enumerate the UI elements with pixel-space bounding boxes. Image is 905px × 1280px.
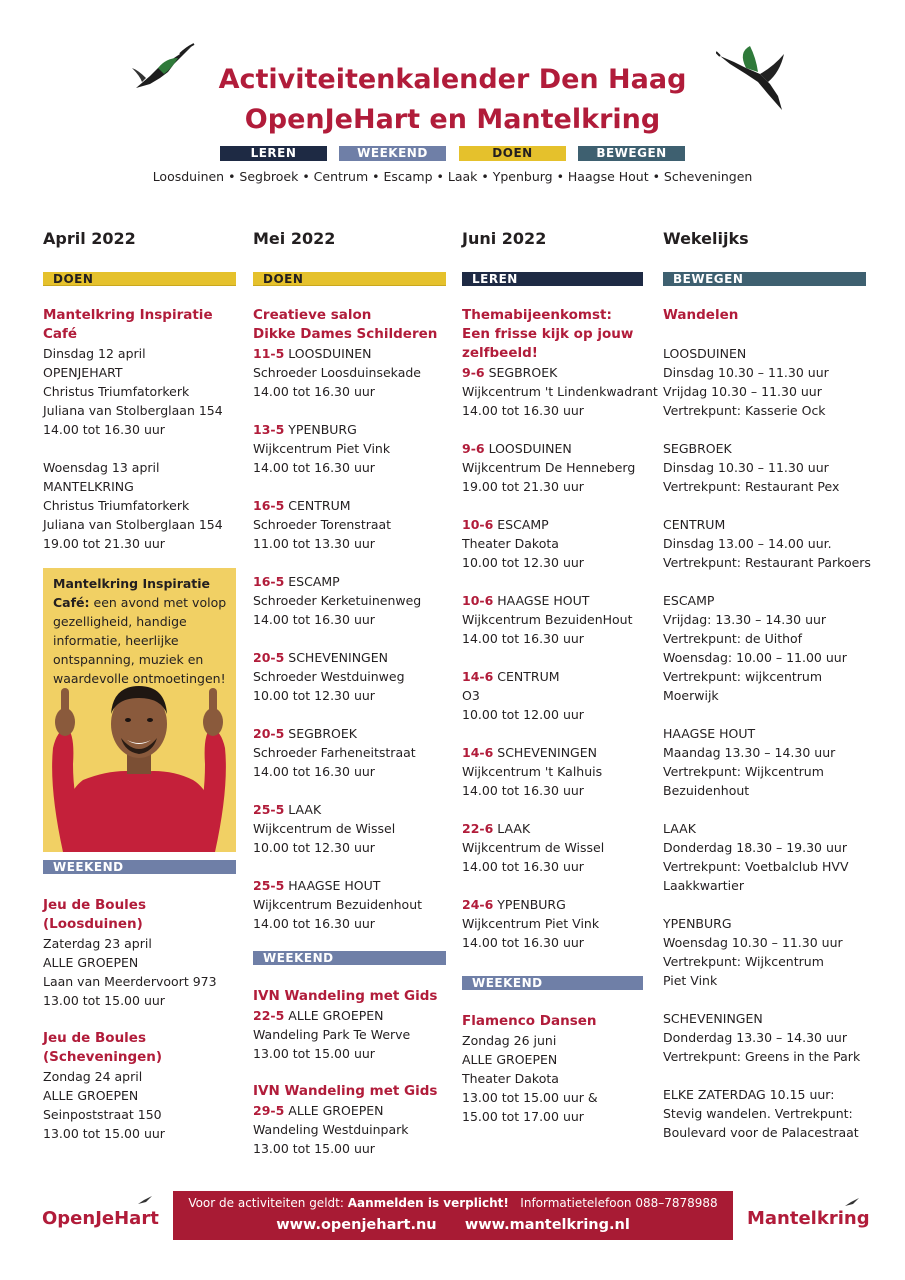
legend-bewegen: BEWEGEN — [578, 146, 685, 161]
activity-title: IVN Wandeling met Gids — [253, 988, 438, 1004]
activity-title: Flamenco Dansen — [462, 1013, 597, 1029]
link-openjehart[interactable]: www.openjehart.nu — [276, 1217, 437, 1233]
event-time: 14.00 tot 16.30 uur — [253, 384, 375, 399]
activity-title: Een frisse kijk op jouw — [462, 326, 634, 342]
event-location: Schroeder Kerketuinenweg — [253, 593, 422, 608]
event-place: SCHEVENINGEN — [288, 650, 388, 665]
event-date: 16-5 — [253, 498, 285, 513]
footer-phone: Informatietelefoon 088–7878988 — [508, 1196, 718, 1210]
legend-doen: DOEN — [459, 146, 566, 161]
activity-title: IVN Wandeling met Gids — [253, 1083, 438, 1099]
event-line: Theater Dakota — [462, 1071, 559, 1086]
month-heading: Wekelijks — [663, 229, 749, 248]
month-heading: Juni 2022 — [462, 229, 547, 248]
event-line — [462, 743, 667, 762]
walk-line: LOOSDUINEN — [663, 346, 747, 361]
month-heading: Mei 2022 — [253, 229, 336, 248]
event-date: 9-6 — [462, 441, 485, 456]
event-line: Dinsdag 12 april — [43, 346, 146, 361]
event-time: 14.00 tot 16.30 uur — [462, 783, 584, 798]
event-place: ESCAMP — [288, 574, 340, 589]
walk-line: Boulevard voor de Palacestraat — [663, 1125, 859, 1140]
legend-leren: LEREN — [220, 146, 327, 161]
event-line: 14.00 tot 16.30 uur — [43, 422, 165, 437]
walk-line: Laakkwartier — [663, 878, 744, 893]
event-location: Wijkcentrum De Henneberg — [462, 460, 636, 475]
event-place: SEGBROEK — [488, 365, 558, 380]
event-location: Wijkcentrum BezuidenHout — [462, 612, 633, 627]
event-location: Wandeling Westduinpark — [253, 1122, 409, 1137]
mantelkring-logo: Mantelkring — [747, 1208, 870, 1229]
event-place: SEGBROEK — [288, 726, 357, 741]
event-line — [253, 496, 458, 515]
walk-line: Dinsdag 10.30 – 11.30 uur — [663, 460, 829, 475]
event-date: 20-5 — [253, 726, 285, 741]
event-location: Wijkcentrum 't Lindenkwadrant — [462, 384, 658, 399]
activity-title: Wandelen — [663, 307, 739, 323]
event-place: ALLE GROEPEN — [288, 1103, 384, 1118]
event-line: 19.00 tot 21.30 uur — [43, 536, 165, 551]
event-time: 13.00 tot 15.00 uur — [253, 1046, 375, 1061]
event-time: 11.00 tot 13.30 uur — [253, 536, 375, 551]
walk-line: Donderdag 13.30 – 14.30 uur — [663, 1030, 847, 1045]
event-line: 13.00 tot 15.00 uur — [43, 993, 165, 1008]
event-date: 29-5 — [253, 1103, 285, 1118]
walk-line: Vertrekpunt: Wijkcentrum — [663, 764, 824, 779]
event-location: Wijkcentrum 't Kalhuis — [462, 764, 603, 779]
walk-line: Vertrekpunt: Greens in the Park — [663, 1049, 861, 1064]
event-line: 13.00 tot 15.00 uur & — [462, 1090, 598, 1105]
event-place: YPENBURG — [497, 897, 566, 912]
activity-title: Mantelkring Inspiratie — [43, 307, 213, 323]
category-bar-weekend: WEEKEND — [462, 976, 643, 990]
walk-line: Vertrekpunt: wijkcentrum — [663, 669, 823, 684]
event-line: Seinpoststraat 150 — [43, 1107, 162, 1122]
event-location: Wijkcentrum Piet Vink — [253, 441, 391, 456]
event-time: 10.00 tot 12.30 uur — [253, 840, 375, 855]
event-line: Zondag 24 april — [43, 1069, 143, 1084]
districts-list: Loosduinen • Segbroek • Centrum • Escamp • Laak • Ypenburg • Haagse Hout • Scheveningen — [152, 169, 753, 184]
event-line: ALLE GROEPEN — [462, 1052, 558, 1067]
walk-line: LAAK — [663, 821, 696, 836]
walk-line: Vertrekpunt: Wijkcentrum — [663, 954, 824, 969]
event-line — [253, 572, 458, 591]
event-line: 13.00 tot 15.00 uur — [43, 1126, 165, 1141]
event-location: Wijkcentrum de Wissel — [462, 840, 605, 855]
event-line — [462, 819, 667, 838]
event-date: 13-5 — [253, 422, 285, 437]
activity-title: (Loosduinen) — [43, 916, 143, 932]
event-line — [462, 895, 667, 914]
event-time: 14.00 tot 16.30 uur — [462, 859, 584, 874]
event-line — [253, 724, 458, 743]
event-place: CENTRUM — [497, 669, 560, 684]
event-place: HAAGSE HOUT — [288, 878, 381, 893]
event-time: 14.00 tot 16.30 uur — [253, 612, 375, 627]
event-time: 10.00 tot 12.30 uur — [253, 688, 375, 703]
event-line: OPENJEHART — [43, 365, 123, 380]
event-line: MANTELKRING — [43, 479, 134, 494]
walk-line: Vertrekpunt: Voetbalclub HVV — [663, 859, 849, 874]
event-date: 14-6 — [462, 745, 494, 760]
activity-title: Creatieve salon — [253, 307, 372, 323]
event-time: 14.00 tot 16.30 uur — [462, 403, 584, 418]
footer-websites — [173, 1210, 733, 1235]
category-bar-doen: DOEN — [253, 272, 446, 286]
walk-line: Moerwijk — [663, 688, 719, 703]
event-line: Laan van Meerdervoort 973 — [43, 974, 217, 989]
walk-line: HAAGSE HOUT — [663, 726, 756, 741]
event-time: 14.00 tot 16.30 uur — [253, 916, 375, 931]
event-date: 16-5 — [253, 574, 285, 589]
bird-small-icon — [845, 1198, 859, 1208]
event-line — [462, 439, 667, 458]
event-time: 10.00 tot 12.30 uur — [462, 555, 584, 570]
walk-line: Dinsdag 13.00 – 14.00 uur. — [663, 536, 832, 551]
event-line: Juliana van Stolberglaan 154 — [43, 403, 223, 418]
event-date: 10-6 — [462, 593, 494, 608]
event-time: 14.00 tot 16.30 uur — [462, 631, 584, 646]
event-location: Wijkcentrum Bezuidenhout — [253, 897, 423, 912]
event-line — [462, 591, 667, 610]
footer-info-pre: Voor de activiteiten geldt: — [188, 1196, 348, 1210]
walk-line: ELKE ZATERDAG 10.15 uur: — [663, 1087, 835, 1102]
walk-line: Vrijdag 10.30 – 11.30 uur — [663, 384, 822, 399]
walk-line: Dinsdag 10.30 – 11.30 uur — [663, 365, 829, 380]
activity-title: Themabijeenkomst: — [462, 307, 612, 323]
event-date: 25-5 — [253, 802, 285, 817]
event-date: 10-6 — [462, 517, 494, 532]
promo-body: een avond met volop gezelligheid, handige informatie, heerlijke ontspanning, muziek en waardevolle ontmoetingen! — [53, 595, 227, 686]
event-date: 9-6 — [462, 365, 485, 380]
event-line — [253, 344, 458, 363]
event-location: Schroeder Torenstraat — [253, 517, 392, 532]
page-subtitle: OpenJeHart en Mantelkring — [244, 104, 661, 135]
event-date: 25-5 — [253, 878, 285, 893]
event-line: Zondag 26 juni — [462, 1033, 557, 1048]
page-title: Activiteitenkalender Den Haag — [218, 64, 687, 95]
event-line — [253, 1006, 458, 1025]
event-place: LOOSDUINEN — [288, 346, 372, 361]
event-date: 14-6 — [462, 669, 494, 684]
event-line — [462, 667, 667, 686]
event-date: 11-5 — [253, 346, 285, 361]
footer-info-bold: Aanmelden is verplicht! — [347, 1196, 509, 1210]
activity-title: (Scheveningen) — [43, 1049, 163, 1065]
event-location: Schroeder Loosduinsekade — [253, 365, 421, 380]
month-heading: April 2022 — [43, 229, 136, 248]
walk-line: Vertrekpunt: Kasserie Ock — [663, 403, 826, 418]
category-bar-bewegen: BEWEGEN — [663, 272, 866, 286]
walk-line: Donderdag 18.30 – 19.30 uur — [663, 840, 847, 855]
walk-line: Vertrekpunt: de Uithof — [663, 631, 803, 646]
walk-line: Bezuidenhout — [663, 783, 750, 798]
footer-info — [173, 1191, 733, 1210]
event-place: ESCAMP — [497, 517, 549, 532]
column-mei — [253, 228, 458, 1158]
event-date: 20-5 — [253, 650, 285, 665]
walk-line: Vertrekpunt: Restaurant Pex — [663, 479, 840, 494]
walk-line: YPENBURG — [663, 916, 732, 931]
column-wekelijks — [663, 228, 878, 1142]
event-location: Wandeling Park Te Werve — [253, 1027, 411, 1042]
event-line — [253, 420, 458, 439]
event-place: CENTRUM — [288, 498, 351, 513]
event-line — [462, 515, 667, 534]
event-line — [253, 800, 458, 819]
activity-title: Dikke Dames Schilderen — [253, 326, 438, 342]
event-time: 13.00 tot 15.00 uur — [253, 1141, 375, 1156]
activity-title: zelfbeeld! — [462, 345, 538, 361]
event-line — [253, 648, 458, 667]
event-date: 22-5 — [253, 1008, 285, 1023]
event-place: LAAK — [288, 802, 322, 817]
event-location: Schroeder Westduinweg — [253, 669, 405, 684]
promo-bold: Mantelkring Inspiratie Café: — [53, 576, 211, 610]
walk-line: Piet Vink — [663, 973, 718, 988]
event-line — [253, 1101, 458, 1120]
activity-title: Jeu de Boules — [43, 1030, 147, 1046]
walk-line: SCHEVENINGEN — [663, 1011, 763, 1026]
event-line: Woensdag 13 april — [43, 460, 160, 475]
walk-line: SEGBROEK — [663, 441, 732, 456]
category-bar-weekend: WEEKEND — [43, 860, 236, 874]
walk-line: Maandag 13.30 – 14.30 uur — [663, 745, 836, 760]
event-location: Wijkcentrum Piet Vink — [462, 916, 600, 931]
event-line: Zaterdag 23 april — [43, 936, 152, 951]
event-date: 24-6 — [462, 897, 494, 912]
event-line: Juliana van Stolberglaan 154 — [43, 517, 223, 532]
event-line: ALLE GROEPEN — [43, 955, 139, 970]
walk-line: Woensdag: 10.00 – 11.00 uur — [663, 650, 847, 665]
bird-small-icon — [138, 1196, 152, 1206]
event-time: 10.00 tot 12.00 uur — [462, 707, 584, 722]
walk-line: Vertrekpunt: Restaurant Parkoers — [663, 555, 871, 570]
walk-line: CENTRUM — [663, 517, 726, 532]
event-date: 22-6 — [462, 821, 494, 836]
man-pointing-photo — [43, 668, 236, 852]
event-location: Schroeder Farheneitstraat — [253, 745, 416, 760]
event-place: ALLE GROEPEN — [288, 1008, 384, 1023]
event-line: 15.00 tot 17.00 uur — [462, 1109, 584, 1124]
event-line: ALLE GROEPEN — [43, 1088, 139, 1103]
activity-title: Café — [43, 326, 78, 342]
category-bar-leren: LEREN — [462, 272, 643, 286]
column-juni — [462, 228, 667, 1126]
column-april-weekend — [43, 860, 248, 1143]
walk-line: Vrijdag: 13.30 – 14.30 uur — [663, 612, 827, 627]
event-location: Wijkcentrum de Wissel — [253, 821, 396, 836]
event-place: LAAK — [497, 821, 531, 836]
event-line — [253, 876, 458, 895]
event-location: Theater Dakota — [462, 536, 559, 551]
event-place: HAAGSE HOUT — [497, 593, 590, 608]
event-line — [462, 363, 667, 382]
category-bar-weekend: WEEKEND — [253, 951, 446, 965]
event-line: Christus Triumfatorkerk — [43, 384, 190, 399]
openjehart-logo: OpenJeHart — [42, 1208, 159, 1229]
event-location: O3 — [462, 688, 480, 703]
promo-box — [43, 568, 236, 852]
column-april — [43, 228, 248, 553]
event-line: Christus Triumfatorkerk — [43, 498, 190, 513]
footer-banner — [173, 1191, 733, 1240]
event-time: 14.00 tot 16.30 uur — [253, 460, 375, 475]
event-time: 14.00 tot 16.30 uur — [253, 764, 375, 779]
event-place: LOOSDUINEN — [488, 441, 572, 456]
walk-line: ESCAMP — [663, 593, 715, 608]
event-place: YPENBURG — [288, 422, 357, 437]
event-time: 14.00 tot 16.30 uur — [462, 935, 584, 950]
event-time: 19.00 tot 21.30 uur — [462, 479, 584, 494]
event-place: SCHEVENINGEN — [497, 745, 597, 760]
walk-line: Woensdag 10.30 – 11.30 uur — [663, 935, 843, 950]
walk-line: Stevig wandelen. Vertrekpunt: — [663, 1106, 853, 1121]
legend-weekend: WEEKEND — [339, 146, 446, 161]
category-bar-doen: DOEN — [43, 272, 236, 286]
activity-title: Jeu de Boules — [43, 897, 147, 913]
link-mantelkring[interactable]: www.mantelkring.nl — [464, 1217, 630, 1233]
